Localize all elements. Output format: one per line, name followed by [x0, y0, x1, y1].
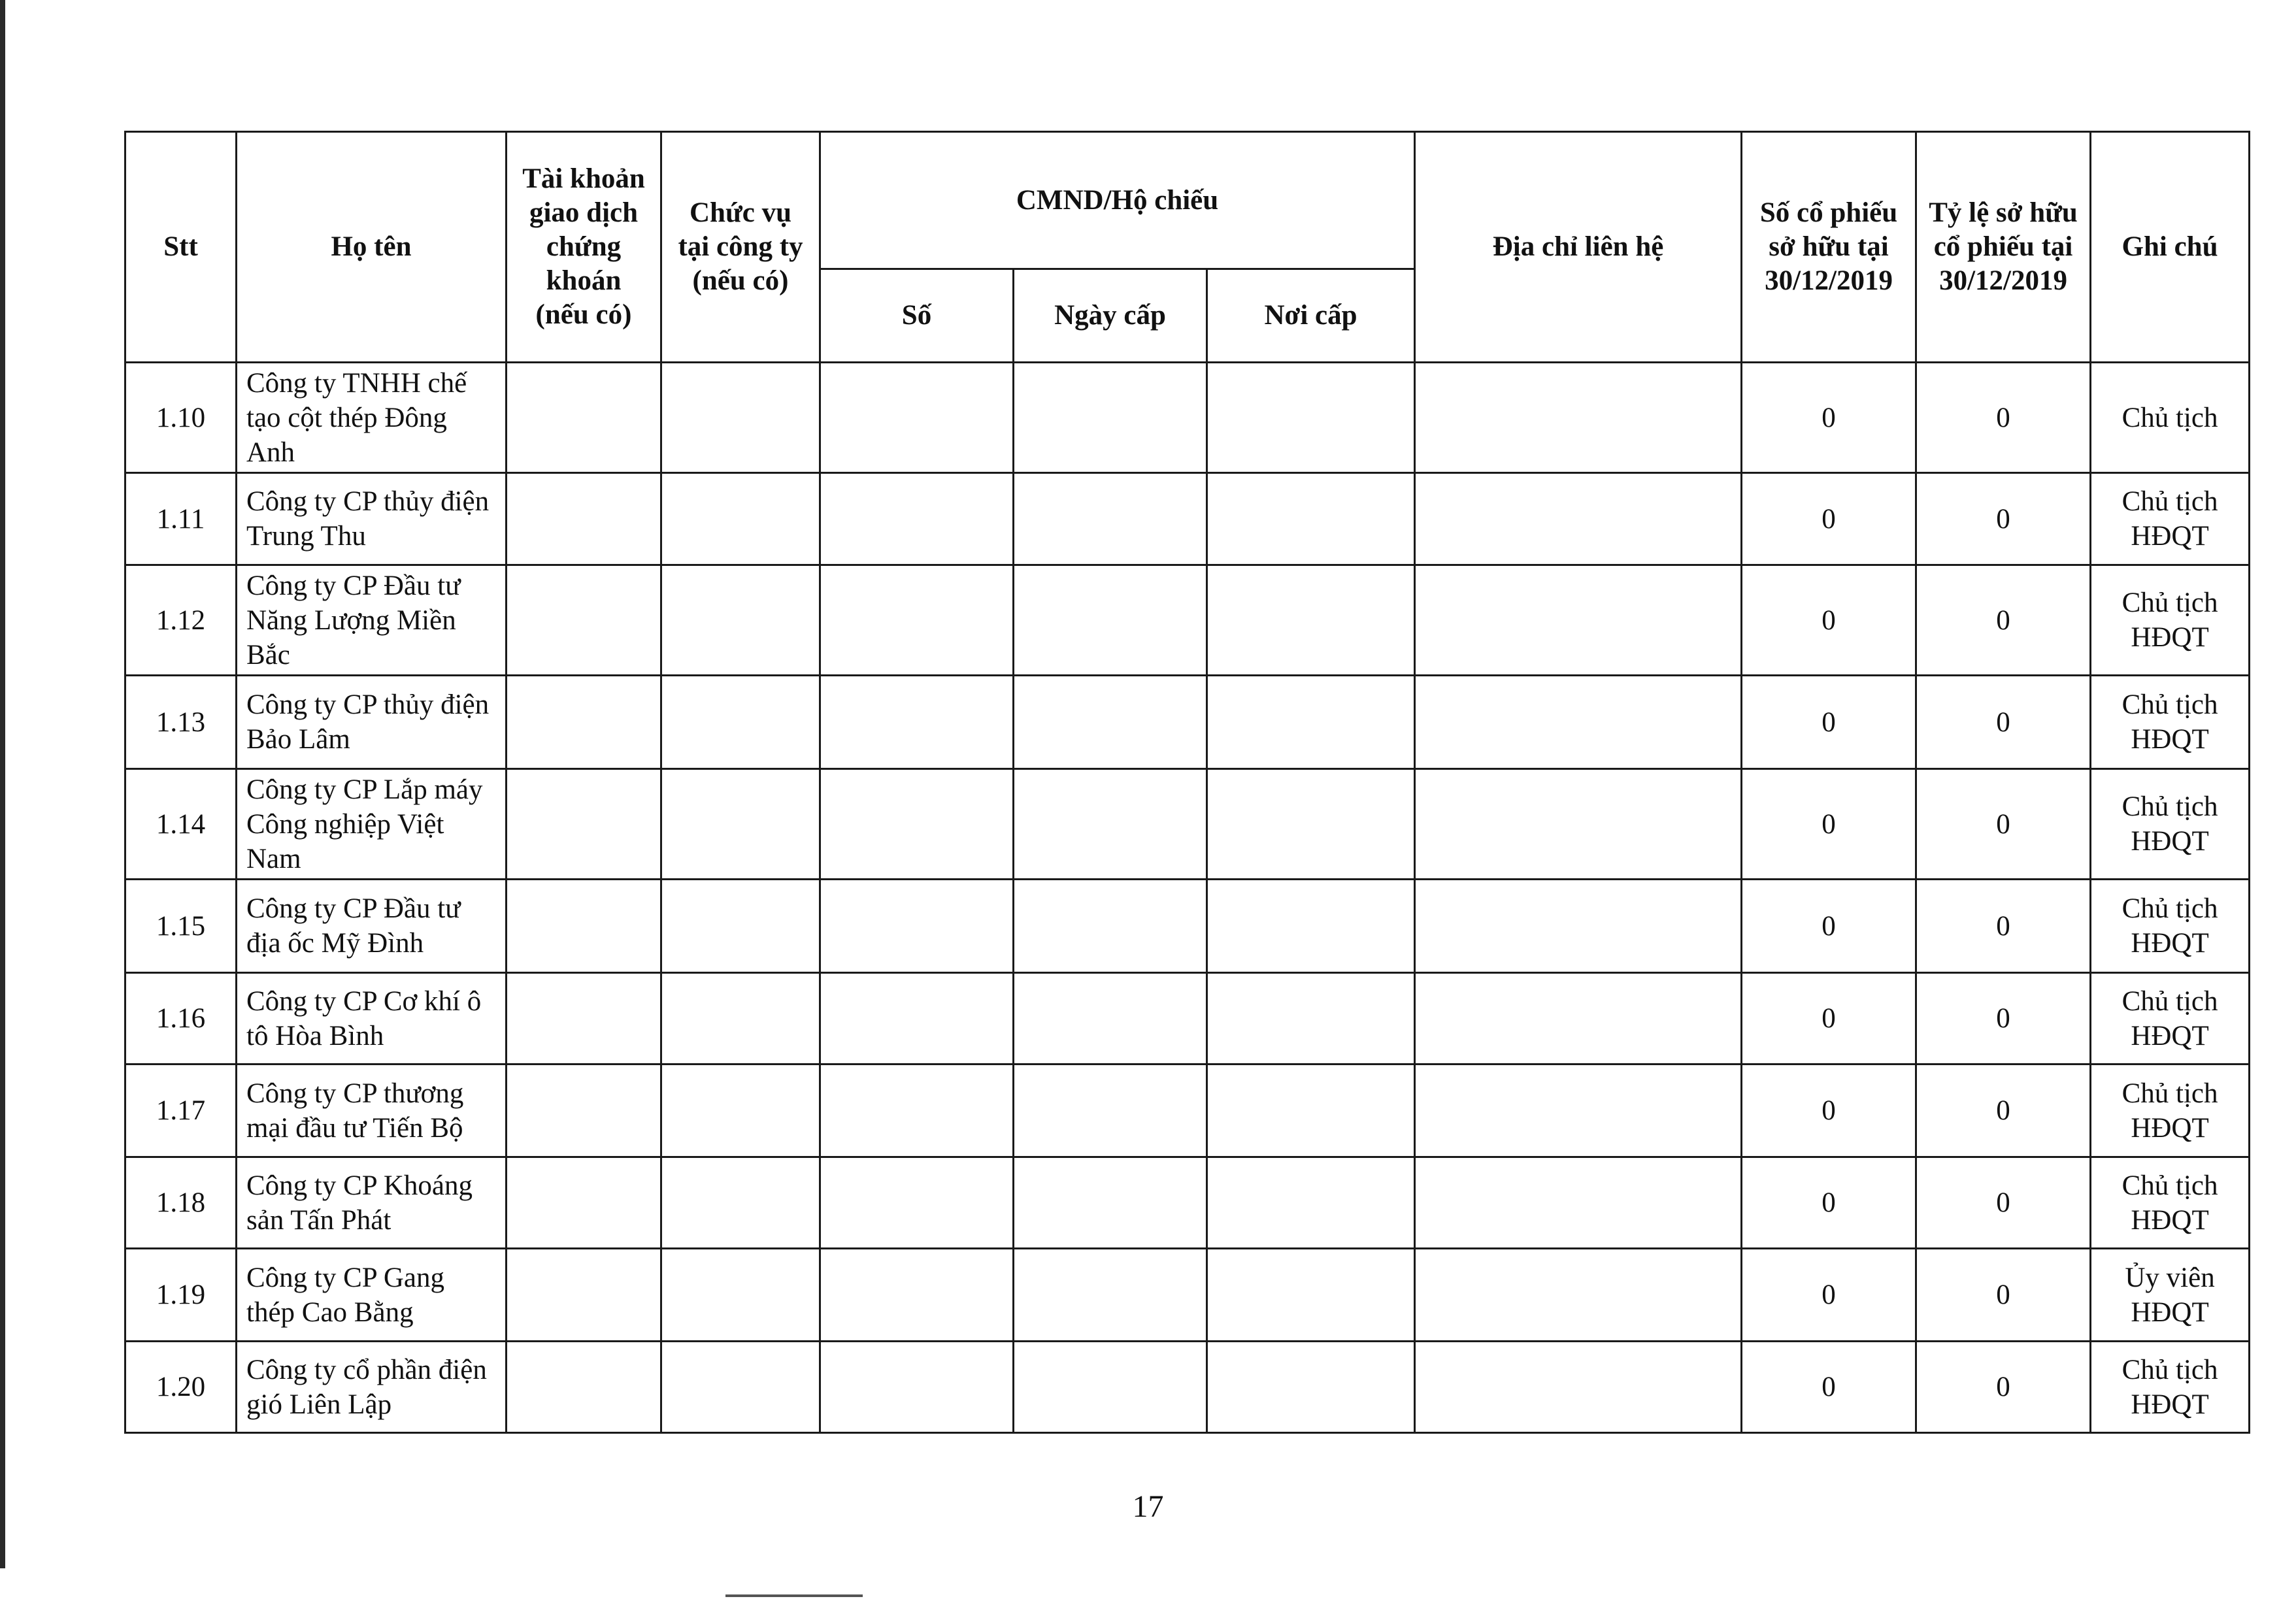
- cell-issue-place: [1207, 1342, 1415, 1433]
- cell-ratio: 0: [1916, 973, 2091, 1065]
- cell-shares: 0: [1742, 880, 1916, 973]
- cell-account: [507, 565, 661, 676]
- cell-address: [1415, 676, 1742, 769]
- cell-note: Ủy viên HĐQT: [2091, 1249, 2250, 1342]
- cell-ratio: 0: [1916, 473, 2091, 565]
- cell-account: [507, 973, 661, 1065]
- cell-address: [1415, 1249, 1742, 1342]
- scan-mark: [725, 1594, 863, 1597]
- cell-issue-place: [1207, 1157, 1415, 1249]
- header-so: Số: [820, 269, 1014, 363]
- cell-position: [661, 676, 820, 769]
- cell-issue-date: [1014, 565, 1207, 676]
- header-ghi-chu: Ghi chú: [2091, 132, 2250, 363]
- cell-note: Chủ tịch HĐQT: [2091, 973, 2250, 1065]
- cell-shares: 0: [1742, 565, 1916, 676]
- cell-address: [1415, 473, 1742, 565]
- cell-issue-place: [1207, 1249, 1415, 1342]
- cell-note: Chủ tịch HĐQT: [2091, 676, 2250, 769]
- cell-ratio: 0: [1916, 676, 2091, 769]
- table-body: [125, 363, 2250, 1433]
- cell-shares: 0: [1742, 363, 1916, 473]
- cell-stt: 1.17: [125, 1065, 237, 1157]
- table-row: [125, 880, 2250, 973]
- shareholder-table: [124, 131, 2250, 1434]
- cell-id-number: [820, 880, 1014, 973]
- table-row: [125, 1249, 2250, 1342]
- table-row: [125, 1065, 2250, 1157]
- cell-note: Chủ tịch HĐQT: [2091, 1342, 2250, 1433]
- cell-name: Công ty CP Cơ khí ô tô Hòa Bình: [237, 973, 507, 1065]
- cell-stt: 1.10: [125, 363, 237, 473]
- cell-note: Chủ tịch: [2091, 363, 2250, 473]
- cell-address: [1415, 973, 1742, 1065]
- cell-ratio: 0: [1916, 880, 2091, 973]
- cell-name: Công ty CP thương mại đầu tư Tiến Bộ: [237, 1065, 507, 1157]
- cell-position: [661, 363, 820, 473]
- table-row: [125, 973, 2250, 1065]
- cell-address: [1415, 1065, 1742, 1157]
- cell-issue-place: [1207, 1065, 1415, 1157]
- cell-issue-place: [1207, 973, 1415, 1065]
- cell-shares: 0: [1742, 473, 1916, 565]
- cell-shares: 0: [1742, 973, 1916, 1065]
- cell-account: [507, 1065, 661, 1157]
- scan-left-edge: [0, 0, 5, 1568]
- cell-ratio: 0: [1916, 1157, 2091, 1249]
- cell-position: [661, 565, 820, 676]
- cell-note: Chủ tịch HĐQT: [2091, 565, 2250, 676]
- cell-issue-date: [1014, 676, 1207, 769]
- page-number: 17: [1132, 1489, 1164, 1524]
- cell-issue-place: [1207, 769, 1415, 880]
- cell-name: Công ty CP Đầu tư Năng Lượng Miền Bắc: [237, 565, 507, 676]
- cell-position: [661, 973, 820, 1065]
- cell-account: [507, 769, 661, 880]
- header-chuc-vu: Chức vụ tại công ty (nếu có): [661, 132, 820, 363]
- cell-ratio: 0: [1916, 1249, 2091, 1342]
- cell-id-number: [820, 676, 1014, 769]
- cell-id-number: [820, 363, 1014, 473]
- cell-issue-date: [1014, 973, 1207, 1065]
- cell-address: [1415, 769, 1742, 880]
- cell-issue-date: [1014, 473, 1207, 565]
- cell-position: [661, 1249, 820, 1342]
- header-so-co-phieu: Số cổ phiếu sở hữu tại 30/12/2019: [1742, 132, 1916, 363]
- cell-issue-place: [1207, 880, 1415, 973]
- cell-stt: 1.13: [125, 676, 237, 769]
- cell-shares: 0: [1742, 769, 1916, 880]
- cell-stt: 1.20: [125, 1342, 237, 1433]
- cell-id-number: [820, 1249, 1014, 1342]
- cell-issue-place: [1207, 363, 1415, 473]
- cell-account: [507, 473, 661, 565]
- cell-note: Chủ tịch HĐQT: [2091, 1157, 2250, 1249]
- cell-position: [661, 769, 820, 880]
- cell-account: [507, 363, 661, 473]
- cell-stt: 1.12: [125, 565, 237, 676]
- cell-account: [507, 1249, 661, 1342]
- header-tai-khoan: Tài khoản giao dịch chứng khoán (nếu có): [507, 132, 661, 363]
- cell-note: Chủ tịch HĐQT: [2091, 473, 2250, 565]
- table-row: [125, 363, 2250, 473]
- cell-name: Công ty TNHH chế tạo cột thép Đông Anh: [237, 363, 507, 473]
- cell-ratio: 0: [1916, 363, 2091, 473]
- cell-account: [507, 1157, 661, 1249]
- table-row: [125, 769, 2250, 880]
- cell-id-number: [820, 1065, 1014, 1157]
- header-dia-chi: Địa chỉ liên hệ: [1415, 132, 1742, 363]
- cell-stt: 1.14: [125, 769, 237, 880]
- cell-position: [661, 473, 820, 565]
- cell-issue-date: [1014, 880, 1207, 973]
- cell-issue-date: [1014, 1342, 1207, 1433]
- cell-issue-place: [1207, 473, 1415, 565]
- cell-issue-date: [1014, 769, 1207, 880]
- cell-ratio: 0: [1916, 769, 2091, 880]
- cell-stt: 1.11: [125, 473, 237, 565]
- header-cmnd: CMND/Hộ chiếu: [820, 132, 1415, 269]
- cell-address: [1415, 1342, 1742, 1433]
- header-stt: Stt: [125, 132, 237, 363]
- cell-name: Công ty CP Đầu tư địa ốc Mỹ Đình: [237, 880, 507, 973]
- cell-name: Công ty CP thủy điện Trung Thu: [237, 473, 507, 565]
- cell-issue-date: [1014, 1157, 1207, 1249]
- cell-account: [507, 880, 661, 973]
- cell-shares: 0: [1742, 1342, 1916, 1433]
- cell-address: [1415, 363, 1742, 473]
- cell-issue-place: [1207, 565, 1415, 676]
- cell-note: Chủ tịch HĐQT: [2091, 880, 2250, 973]
- cell-name: Công ty cổ phần điện gió Liên Lập: [237, 1342, 507, 1433]
- header-ty-le: Tỷ lệ sở hữu cổ phiếu tại 30/12/2019: [1916, 132, 2091, 363]
- cell-stt: 1.19: [125, 1249, 237, 1342]
- cell-address: [1415, 565, 1742, 676]
- cell-shares: 0: [1742, 1249, 1916, 1342]
- cell-ratio: 0: [1916, 1065, 2091, 1157]
- cell-stt: 1.16: [125, 973, 237, 1065]
- table-header: [125, 132, 2250, 363]
- cell-id-number: [820, 1157, 1014, 1249]
- table-row: [125, 565, 2250, 676]
- cell-stt: 1.15: [125, 880, 237, 973]
- cell-account: [507, 1342, 661, 1433]
- cell-address: [1415, 1157, 1742, 1249]
- cell-issue-date: [1014, 363, 1207, 473]
- table-row: [125, 1157, 2250, 1249]
- cell-shares: 0: [1742, 1065, 1916, 1157]
- cell-note: Chủ tịch HĐQT: [2091, 1065, 2250, 1157]
- header-noi-cap: Nơi cấp: [1207, 269, 1415, 363]
- table-row: [125, 473, 2250, 565]
- header-ho-ten: Họ tên: [237, 132, 507, 363]
- cell-id-number: [820, 973, 1014, 1065]
- cell-account: [507, 676, 661, 769]
- cell-issue-date: [1014, 1249, 1207, 1342]
- header-ngay-cap: Ngày cấp: [1014, 269, 1207, 363]
- cell-position: [661, 1065, 820, 1157]
- cell-id-number: [820, 1342, 1014, 1433]
- cell-id-number: [820, 565, 1014, 676]
- cell-id-number: [820, 769, 1014, 880]
- cell-ratio: 0: [1916, 1342, 2091, 1433]
- table-row: [125, 1342, 2250, 1433]
- cell-shares: 0: [1742, 1157, 1916, 1249]
- table-row: [125, 676, 2250, 769]
- cell-name: Công ty CP Lắp máy Công nghiệp Việt Nam: [237, 769, 507, 880]
- cell-issue-place: [1207, 676, 1415, 769]
- cell-position: [661, 1157, 820, 1249]
- cell-id-number: [820, 473, 1014, 565]
- cell-position: [661, 880, 820, 973]
- cell-stt: 1.18: [125, 1157, 237, 1249]
- cell-name: Công ty CP Gang thép Cao Bằng: [237, 1249, 507, 1342]
- cell-position: [661, 1342, 820, 1433]
- cell-issue-date: [1014, 1065, 1207, 1157]
- cell-address: [1415, 880, 1742, 973]
- cell-name: Công ty CP thủy điện Bảo Lâm: [237, 676, 507, 769]
- cell-name: Công ty CP Khoáng sản Tấn Phát: [237, 1157, 507, 1249]
- cell-ratio: 0: [1916, 565, 2091, 676]
- cell-note: Chủ tịch HĐQT: [2091, 769, 2250, 880]
- cell-shares: 0: [1742, 676, 1916, 769]
